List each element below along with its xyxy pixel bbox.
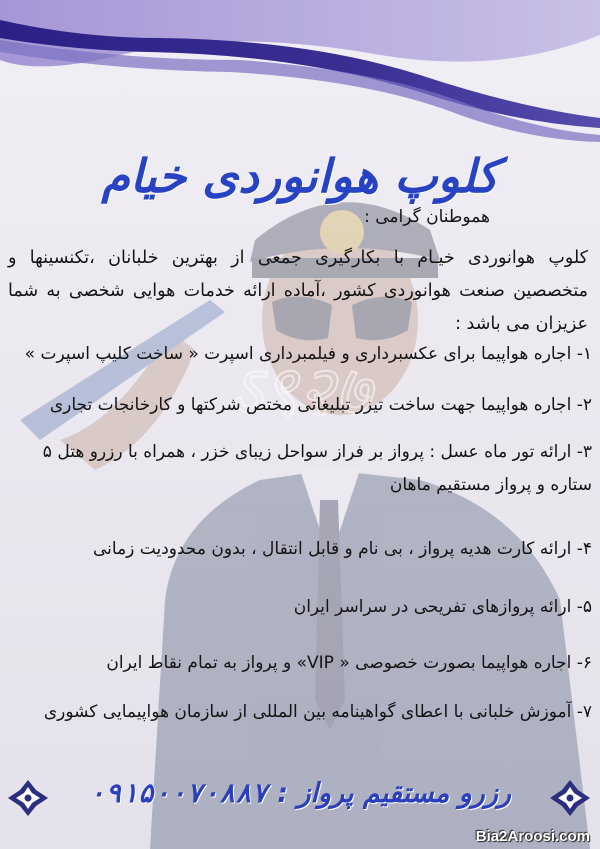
service-item: ۴- ارائه کارت هدیه پرواز ، بی نام و قابل انتقال ، بدون محدودیت زمانی [92, 539, 592, 559]
service-item: ۵- ارائه پروازهای تفریحی در سراسر ایران [293, 597, 592, 617]
site-watermark: Bia2Aroosi.com [475, 828, 590, 845]
service-item: ۲- اجاره هواپیما جهت ساخت تیزر تبلیغاتی مختص شرکتها و کارخانجات تجاری [49, 395, 592, 415]
phone-number[interactable]: ۰۹۱۵۰۰۷۰۸۸۷ [89, 778, 268, 809]
svg-text:ऽ९२७: ऽ९२७ [229, 350, 371, 432]
reservation-row [40, 778, 560, 820]
service-item: ۶- اجاره هواپیما بصورت خصوصی « VIP» و پرواز به تمام نقاط ایران [106, 653, 592, 673]
service-item: ۳- ارائه تور ماه عسل : پرواز بر فراز سواحل زیبای خزر ، همراه با رزرو هتل ۵ ستاره و پرواز مستقیم ماهان [42, 442, 592, 495]
page-title: کلوپ هوانوردی خیام [101, 148, 499, 203]
service-item: ۱- اجاره هواپیما برای عکسبرداری و فیلمبرداری اسپرت « ساخت کلیپ اسپرت » [24, 344, 592, 364]
service-item: ۷- آموزش خلبانی با اعطای گواهینامه بین المللی از سازمان هواپیمایی کشوری [43, 702, 592, 722]
greeting: هموطنان گرامی : [364, 207, 490, 227]
intro-paragraph: کلوپ هوانوردی خیـام با بکارگیری جمعی از بهترین خلبانان ،تکنسینها و متخصصین صنعت هوانوردی کشور ،آماده ارائه خدمات هوایی شخصی به شما عزیزان می باشد : [8, 248, 588, 334]
reservation-label: رزرو مستقیم پرواز : [277, 778, 511, 809]
